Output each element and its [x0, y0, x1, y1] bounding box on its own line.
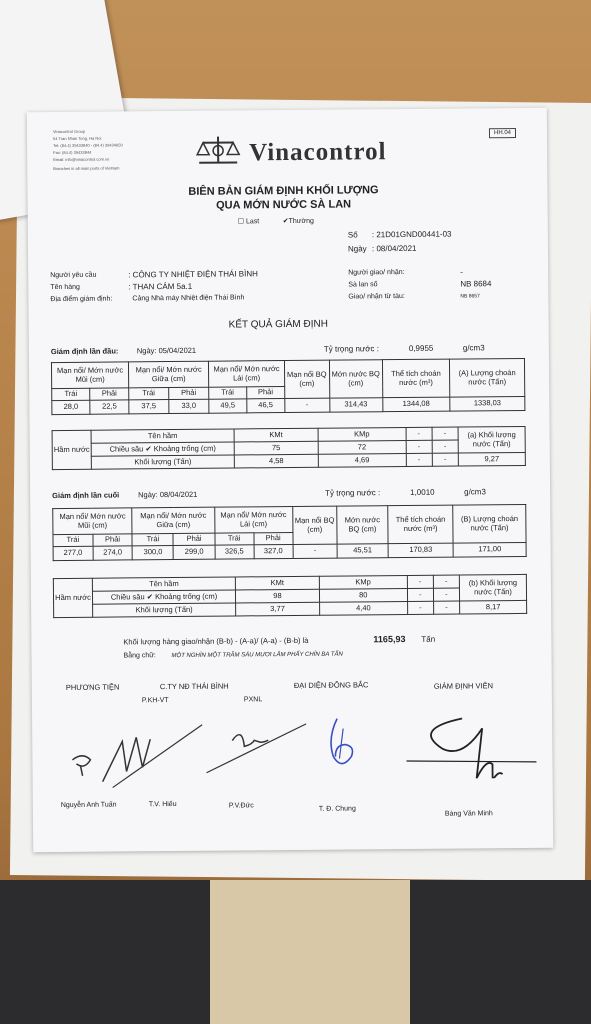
delivery-barge-label: Giao/ nhận từ tàu:	[348, 292, 405, 301]
table-cell: -	[407, 601, 433, 614]
final-date: Ngày: 08/04/2021	[138, 489, 198, 500]
checkbox-empty-icon: ☐	[237, 218, 245, 226]
company-tel: Tel: (84.4) 39433840 - (84.4) 39434650	[53, 142, 123, 149]
location-label: Địa điểm giám định:	[50, 295, 113, 304]
deliverer-value: -	[460, 267, 463, 277]
report-date-value: : 08/04/2021	[371, 243, 417, 254]
report-number-label: Số	[347, 230, 358, 240]
water-mass-label: (a) Khối lượng nước (Tấn)	[458, 426, 525, 453]
header-displacement: (B) Lượng choán nước (Tấn)	[453, 504, 526, 543]
water-mass-value: 8,17	[460, 600, 527, 614]
table-cell: 22,5	[90, 400, 129, 414]
deliverer-label: Người giao/ nhận:	[348, 268, 405, 277]
final-density-value: 1,0010	[410, 487, 435, 497]
hold-name-header: Tên hầm	[91, 429, 234, 443]
sig-rep-title: ĐẠI DIỆN ĐÔNG BẮC	[293, 680, 369, 690]
table-cell: -	[406, 453, 432, 466]
sig-plant-dept2: PXNL	[243, 696, 263, 704]
header-stern: Mạn nổi/ Mớn nước Lái (cm)	[214, 506, 292, 533]
mass-row-label: Khối lượng (Tấn)	[91, 455, 234, 469]
table-cell: 274,0	[93, 546, 133, 560]
signer-name-4: T. Đ. Chung	[318, 805, 356, 813]
kmp-header: KMp	[318, 427, 406, 441]
delivery-barge-value: NB 8657	[460, 293, 480, 300]
goods-value: : THAN CÁM 5a.1	[128, 281, 193, 292]
hold-label: Hầm nước	[53, 578, 92, 617]
table-cell: 46,5	[246, 399, 284, 413]
initial-date: Ngày: 05/04/2021	[136, 345, 197, 356]
col-right: Phải	[254, 532, 293, 544]
table-cell: 277,0	[53, 546, 93, 560]
table-cell: 37,5	[129, 400, 169, 414]
col-left: Trái	[53, 534, 93, 546]
barge-label: Sà lan số	[348, 281, 378, 289]
final-heading: Giám định lần cuối	[52, 490, 120, 501]
requester-label: Người yêu cầu	[50, 271, 97, 280]
company-address: 54 Tran Nhan Tong, Ha Noi	[52, 135, 102, 142]
sig-inspector-title: GIÁM ĐỊNH VIÊN	[433, 681, 494, 691]
signer-name-2: T.V. Hiếu	[148, 801, 177, 809]
initial-draft-table	[51, 358, 525, 415]
water-mass-value: 9,27	[458, 452, 525, 466]
initial-density-unit: g/cm3	[462, 343, 485, 353]
signer-name-3: P.V.Đức	[228, 802, 254, 810]
company-group-text: Vinacontrol Group	[52, 128, 86, 135]
final-density-label: Tỷ trọng nước :	[325, 488, 381, 498]
requester-value: : CÔNG TY NHIỆT ĐIỆN THÁI BÌNH	[128, 269, 258, 280]
kmp-header: KMp	[319, 575, 407, 589]
final-draft-table	[52, 504, 526, 561]
table-cell: -	[432, 440, 458, 453]
table-cell: 326,5	[215, 545, 254, 559]
signature-vehicle-image	[62, 711, 213, 792]
table-cell: 98	[235, 589, 319, 603]
option-last-label: Last	[245, 218, 260, 226]
table-cell: -	[432, 453, 458, 466]
table-cell: -	[406, 427, 432, 440]
company-branches: Branches in all main ports of Vietnam	[53, 165, 120, 172]
total-label: Khối lượng hàng giao/nhận (B-b) - (A-a)/ (A-a) - (B-b) là	[123, 635, 309, 647]
total-unit: Tấn	[421, 634, 436, 644]
report-number-value: : 21D01GND00441-03	[371, 229, 452, 240]
table-cell: 1338,03	[450, 396, 525, 411]
mass-row-label: Khối lượng (Tấn)	[93, 603, 236, 617]
total-value: 1165,93	[373, 633, 406, 645]
col-right: Phải	[90, 388, 129, 400]
table-cell: 28,0	[52, 400, 90, 414]
table-cell: 45,51	[337, 544, 388, 558]
table-cell: 33,0	[168, 399, 209, 413]
vinacontrol-logo-icon	[195, 132, 241, 168]
header-volume: Thể tích choán nước (m³)	[388, 505, 454, 544]
sig-plant-title: C.TY NĐ THÁI BÌNH	[159, 681, 229, 692]
final-water-table	[53, 574, 527, 618]
report-date-label: Ngày	[347, 244, 367, 254]
signer-name-1: Nguyễn Anh Tuấn	[60, 801, 117, 810]
hold-label: Hầm nước	[52, 430, 91, 469]
table-cell: 4,69	[318, 453, 406, 467]
table-cell: -	[407, 575, 433, 588]
signer-name-5: Bàng Văn Minh	[444, 810, 493, 818]
col-right: Phải	[93, 534, 133, 546]
signature-inspector-image	[402, 708, 543, 779]
report-title-line2: QUA MỚN NƯỚC SÀ LAN	[216, 198, 352, 212]
col-left: Trái	[129, 388, 169, 400]
header-bq: Mạn nổi BQ (cm)	[292, 506, 337, 544]
inspection-report-sheet	[27, 108, 553, 853]
col-right: Phải	[168, 387, 209, 399]
table-cell: 171,00	[453, 542, 526, 557]
table-cell: 4,40	[319, 601, 407, 615]
company-email: Email: info@vinacontrol.com.vn	[53, 156, 110, 163]
col-left: Trái	[215, 533, 254, 545]
table-cell: 299,0	[174, 545, 215, 559]
option-normal	[283, 218, 314, 225]
depth-row-label: Chiều sâu ✔ Khoảng trống (cm)	[91, 442, 234, 456]
initial-density-label: Tỷ trọng nước :	[323, 344, 379, 354]
col-left: Trái	[209, 387, 247, 399]
goods-label: Tên hàng	[50, 283, 80, 292]
table-cell: -	[293, 544, 337, 558]
header-draft-bq: Mớn nước BQ (cm)	[337, 506, 388, 544]
header-mid: Mạn nổi/ Mớn nước Giữa (cm)	[132, 507, 214, 534]
signature-rep-image	[317, 714, 368, 774]
checkmark-icon: ✔	[282, 218, 289, 226]
form-code-badge: HH.04	[489, 128, 516, 138]
report-title-line1: BIÊN BẢN GIÁM ĐỊNH KHỐI LƯỢNG	[188, 184, 379, 198]
total-words: MỘT NGHÌN MỘT TRĂM SÁU MƯƠI LĂM PHẨY CHÍN BA TẤN	[171, 651, 343, 660]
option-last	[238, 218, 260, 225]
table-cell: 300,0	[132, 546, 173, 560]
header-volume: Thể tích choán nước (m³)	[382, 359, 450, 398]
table-cell: 327,0	[254, 544, 293, 558]
initial-density-value: 0,9955	[408, 343, 434, 353]
table-cell: -	[407, 588, 433, 601]
table-cell: 75	[234, 441, 318, 455]
table-cell: 1344,08	[382, 397, 450, 412]
header-bq: Mạn nổi BQ (cm)	[284, 360, 329, 398]
location-value: Cảng Nhà máy Nhiệt điện Thái Bình	[132, 294, 245, 303]
table-cell: -	[433, 601, 459, 614]
table-cell: -	[432, 427, 458, 440]
header-mid: Mạn nổi/ Mớn nước Giữa (cm)	[129, 361, 209, 388]
sig-vehicle-title: PHƯƠNG TIỆN	[65, 682, 120, 692]
col-right: Phải	[173, 533, 214, 545]
initial-water-table	[52, 426, 526, 470]
initial-heading: Giám định lần đầu:	[50, 346, 119, 357]
table-cell: 3,77	[236, 602, 320, 616]
col-left: Trái	[52, 388, 90, 400]
company-fax: Fax: (84.4) 39433844	[53, 149, 92, 156]
col-left: Trái	[132, 534, 173, 546]
header-stern: Mạn nổi/ Mớn nước Lái (cm)	[209, 361, 285, 388]
table-cell: -	[285, 398, 330, 412]
sig-plant-dept1: P.KH-VT	[141, 697, 169, 705]
table-cell: 4,58	[234, 454, 318, 468]
option-normal-label: Thường	[288, 217, 314, 226]
total-words-label: Bằng chữ:	[123, 652, 156, 660]
kmt-header: KMt	[234, 428, 318, 442]
header-displacement: (A) Lượng choán nước (Tấn)	[450, 358, 525, 397]
barge-value: NB 8684	[460, 279, 492, 289]
depth-row-label: Chiều sâu ✔ Khoảng trống (cm)	[92, 590, 235, 604]
col-right: Phải	[246, 387, 284, 399]
table-cell: 170,83	[388, 543, 453, 558]
table-cell: 72	[318, 440, 406, 454]
table-cell: 314,43	[329, 398, 382, 412]
hold-name-header: Tên hầm	[92, 577, 235, 591]
final-density-unit: g/cm3	[464, 487, 486, 497]
signature-plant-image	[202, 710, 313, 781]
logo-wordmark: Vinacontrol	[249, 138, 387, 167]
header-bow: Mạn nổi/ Mớn nước Mũi (cm)	[51, 362, 128, 389]
cardboard-box	[210, 880, 410, 1024]
kmt-header: KMt	[235, 576, 319, 590]
header-bow: Mạn nổi/ Mớn nước Mũi (cm)	[53, 508, 133, 535]
table-cell: -	[433, 575, 459, 588]
table-cell: 49,5	[209, 399, 247, 413]
result-title: KẾT QUẢ GIÁM ĐỊNH	[228, 318, 328, 331]
water-mass-label: (b) Khối lượng nước (Tấn)	[459, 574, 526, 601]
table-cell: -	[406, 440, 432, 453]
table-cell: -	[433, 588, 459, 601]
table-cell: 80	[319, 588, 407, 602]
header-draft-bq: Mớn nước BQ (cm)	[329, 360, 382, 398]
